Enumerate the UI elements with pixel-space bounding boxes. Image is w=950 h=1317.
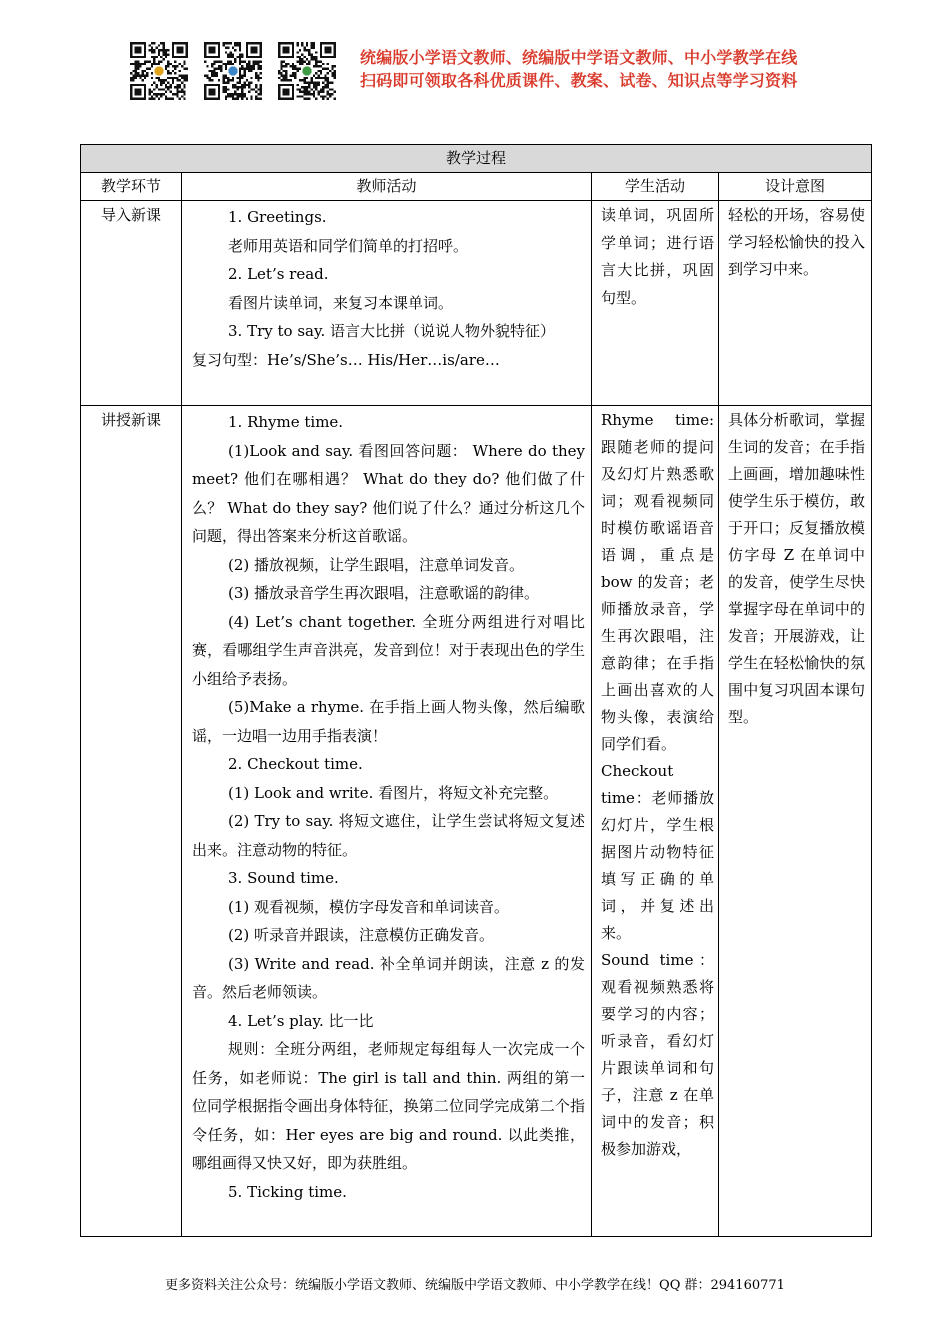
student-text: Rhyme time: 跟随老师的提问及幻灯片熟悉歌词；观看视频同时模仿歌谣语音语调，重点是 bow 的发音；老师播放录音，学生再次跟唱，注意韵律；在手指上画出喜欢的人物头像，表演给同学们看。: [601, 411, 714, 753]
section-name: 讲授新课: [81, 406, 182, 1237]
student-activity: [592, 406, 719, 1237]
column-header: 设计意图: [719, 173, 872, 201]
teacher-step: 2. Checkout time.: [228, 755, 363, 773]
design-text: 轻松的开场，容易使学习轻松愉快的投入到学习中来。: [728, 206, 866, 278]
section-name: 导入新课: [81, 201, 182, 406]
teacher-step: (3) 播放录音学生再次跟唱，注意歌谣的韵律。: [228, 584, 540, 602]
teacher-step: 看图片读单词，来复习本课单词。: [228, 293, 454, 312]
table-header-row: [81, 173, 872, 201]
teacher-step: (2) 听录音并跟读，注意模仿正确发音。: [228, 926, 495, 944]
teacher-step: (1)Look and say. 看图回答问题： Where do they meet? 他们在哪相遇？ What do they do? 他们做了什么？ What do they say? 他们说了什么？通过分析这几个问题，得出答案来分析这首歌谣。: [192, 441, 585, 545]
teacher-activity: [182, 201, 592, 406]
teacher-step: (3) Write and read. 补全单词并朗读，注意 z 的发音。然后老师领读。: [192, 954, 585, 1001]
teacher-step: (1) 观看视频，模仿字母发音和单词读音。: [228, 897, 510, 916]
table-title-row: [81, 145, 872, 173]
teacher-step: 规则：全班分两组，老师规定每组每人一次完成一个任务，如老师说：The girl is tall and thin. 两组的第一位同学根据指令画出身体特征，换第二位同学完成第二个指令任务，如：Her eyes are big and round. 以此类推，哪组画得又快又好，即为获胜组。: [192, 1040, 585, 1172]
teacher-step: (4) Let’s chant together. 全班分两组进行对唱比赛，看哪组学生声音洪亮，发音到位！对于表现出色的学生小组给予表扬。: [192, 612, 585, 688]
design-intent: [719, 406, 872, 1237]
column-header: 教学环节: [81, 173, 182, 201]
teacher-step: 复习句型：He’s/She’s… His/Her…is/are…: [192, 350, 500, 369]
column-header: 教师活动: [182, 173, 592, 201]
page-footer: 更多资料关注公众号：统编版小学语文教师、统编版中学语文教师、中小学教学在线！QQ 群：294160771: [165, 1278, 785, 1293]
teacher-step: 1. Greetings.: [228, 208, 327, 226]
qr-code-icon: [204, 42, 262, 100]
promo-text: [360, 46, 797, 92]
teacher-step: 3. Sound time.: [228, 869, 339, 887]
teacher-step: 2. Let’s read.: [228, 265, 329, 283]
student-activity: [592, 201, 719, 406]
table-row: [81, 406, 872, 1237]
teacher-step: (1) Look and write. 看图片，将短文补充完整。: [228, 783, 559, 802]
student-text: Checkout time：老师播放幻灯片，学生根据图片动物特征填写正确的单词，并复述出来。: [601, 762, 714, 942]
promo-line: 扫码即可领取各科优质课件、教案、试卷、知识点等学习资料: [360, 71, 798, 90]
qr-code-icon: [130, 42, 188, 100]
teacher-step: (2) 播放视频，让学生跟唱，注意单词发音。: [228, 555, 525, 574]
design-intent: [719, 201, 872, 406]
column-header: 学生活动: [592, 173, 719, 201]
lesson-process-table: [80, 144, 872, 1237]
page-header: [130, 40, 830, 104]
teacher-step: (2) Try to say. 将短文遮住，让学生尝试将短文复述出来。注意动物的特征。: [192, 812, 585, 859]
table-row: [81, 201, 872, 406]
design-text: 具体分析歌词，掌握生词的发音；在手指上画画，增加趣味性使学生乐于模仿，敢于开口；反复播放模仿字母 Z 在单词中的发音，使学生尽快掌握字母在单词中的发音；开展游戏，让学生在轻松愉快的氛围中复习巩固本课句型。: [728, 411, 866, 726]
qr-code-icon: [278, 42, 336, 100]
teacher-step: 1. Rhyme time.: [228, 413, 344, 431]
teacher-step: 4. Let’s play. 比一比: [228, 1011, 374, 1030]
teacher-step: 老师用英语和同学们简单的打招呼。: [228, 236, 469, 255]
student-text: Sound time：观看视频熟悉将要学习的内容；听录音，看幻灯片跟读单词和句子，注意 z 在单词中的发音；积极参加游戏，: [601, 951, 714, 1158]
promo-line: 统编版小学语文教师、统编版中学语文教师、中小学教学在线: [360, 48, 798, 67]
teacher-step: (5)Make a rhyme. 在手指上画人物头像，然后编歌谣，一边唱一边用手指表演！: [192, 698, 585, 745]
teacher-activity: [182, 406, 592, 1237]
student-text: 读单词，巩固所学单词；进行语言大比拼，巩固句型。: [601, 206, 714, 307]
teacher-step: 5. Ticking time.: [228, 1182, 347, 1201]
teacher-step: 3. Try to say. 语言大比拼（说说人物外貌特征）: [228, 322, 555, 340]
table-title: 教学过程: [81, 145, 872, 173]
